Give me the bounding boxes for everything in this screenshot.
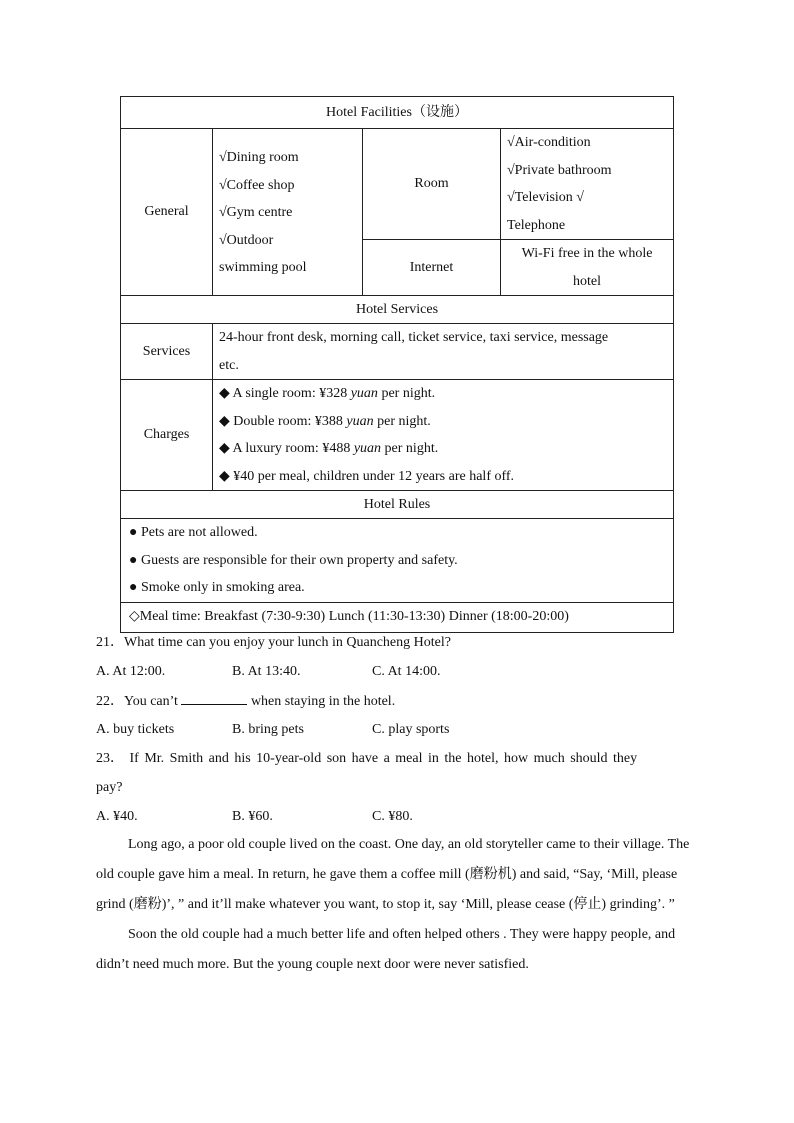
- internet-value-line: hotel: [573, 273, 601, 289]
- facilities-title: Hotel Facilities（设施）: [121, 97, 674, 129]
- option-c: C. ¥80.: [372, 809, 413, 824]
- meal-time: ◇Meal time: Breakfast (7:30-9:30) Lunch (11:30-13:30) Dinner (18:00-20:00): [121, 602, 674, 632]
- reading-passage: [96, 830, 696, 980]
- internet-value: [501, 240, 674, 296]
- general-item: swimming pool: [219, 260, 307, 276]
- general-item: √Outdoor: [219, 232, 274, 248]
- general-item: √Dining room: [219, 150, 299, 166]
- hotel-info-table: [120, 96, 674, 633]
- option-b: B. bring pets: [232, 722, 304, 737]
- room-items: [501, 129, 674, 240]
- internet-label: Internet: [363, 240, 501, 296]
- rules-title: Hotel Rules: [121, 491, 674, 519]
- option-a: A. ¥40.: [96, 809, 138, 824]
- charge-single: ◆ A single room: ¥328 yuan per night.: [219, 386, 436, 401]
- room-item: √Private bathroom: [507, 162, 612, 178]
- charges-value: [213, 380, 674, 491]
- charge-meal: ◆ ¥40 per meal, children under 12 years are half off.: [219, 468, 515, 484]
- rule-item: ● Guests are responsible for their own property and safety.: [129, 552, 458, 568]
- question-23: 23． If Mr. Smith and his 10-year-old son have a meal in the hotel, how much should they: [96, 751, 638, 766]
- rules-list: [121, 519, 674, 603]
- question-23-cont: pay?: [96, 780, 123, 795]
- charge-luxury: ◆ A luxury room: ¥488 yuan per night.: [219, 441, 439, 456]
- passage-paragraph: Soon the old couple had a much better life and often helped others . They were happy people, and didn’t need much more. But the young couple next door were never satisfied.: [96, 927, 676, 972]
- question-22-options: [96, 720, 449, 740]
- question-22: 22．You can’t when staying in the hotel.: [96, 690, 395, 712]
- room-label: Room: [363, 129, 501, 240]
- room-item: √Television √: [507, 190, 584, 205]
- option-c: C. play sports: [372, 722, 450, 737]
- general-item: √Coffee shop: [219, 177, 295, 193]
- services-value: [213, 324, 674, 380]
- general-items: [213, 129, 363, 296]
- internet-value-line: Wi-Fi free in the whole: [521, 246, 653, 261]
- question-23-options: [96, 807, 413, 827]
- services-label: Services: [121, 324, 213, 380]
- answer-blank: [181, 690, 247, 705]
- charge-double: ◆ Double room: ¥388 yuan per night.: [219, 413, 431, 429]
- charges-label: Charges: [121, 380, 213, 491]
- option-c: C. At 14:00.: [372, 664, 441, 679]
- option-b: B. At 13:40.: [232, 664, 301, 679]
- question-21: 21．What time can you enjoy your lunch in Quancheng Hotel?: [96, 635, 451, 650]
- rule-item: ● Smoke only in smoking area.: [129, 580, 305, 595]
- question-21-options: [96, 662, 440, 682]
- general-label: General: [121, 129, 213, 296]
- services-title: Hotel Services: [121, 296, 674, 324]
- room-item: Telephone: [507, 217, 566, 233]
- option-b: B. ¥60.: [232, 809, 273, 824]
- room-item: √Air-condition: [507, 135, 591, 150]
- option-a: A. buy tickets: [96, 722, 175, 737]
- passage-paragraph: Long ago, a poor old couple lived on the coast. One day, an old storyteller came to their village. The old couple gave him a meal. In return, he gave them a coffee mill (磨粉机) and said, “Say, ‘Mill, please grind (磨粉)’, ” and it’ll make whatever you want, to stop it, say ‘Mill, please cease (停止) grinding’. ”: [96, 837, 690, 912]
- general-item: √Gym centre: [219, 205, 293, 221]
- rule-item: ● Pets are not allowed.: [129, 525, 258, 540]
- option-a: A. At 12:00.: [96, 664, 166, 679]
- services-line: etc.: [219, 357, 239, 373]
- services-line: 24-hour front desk, morning call, ticket service, taxi service, message: [219, 330, 609, 345]
